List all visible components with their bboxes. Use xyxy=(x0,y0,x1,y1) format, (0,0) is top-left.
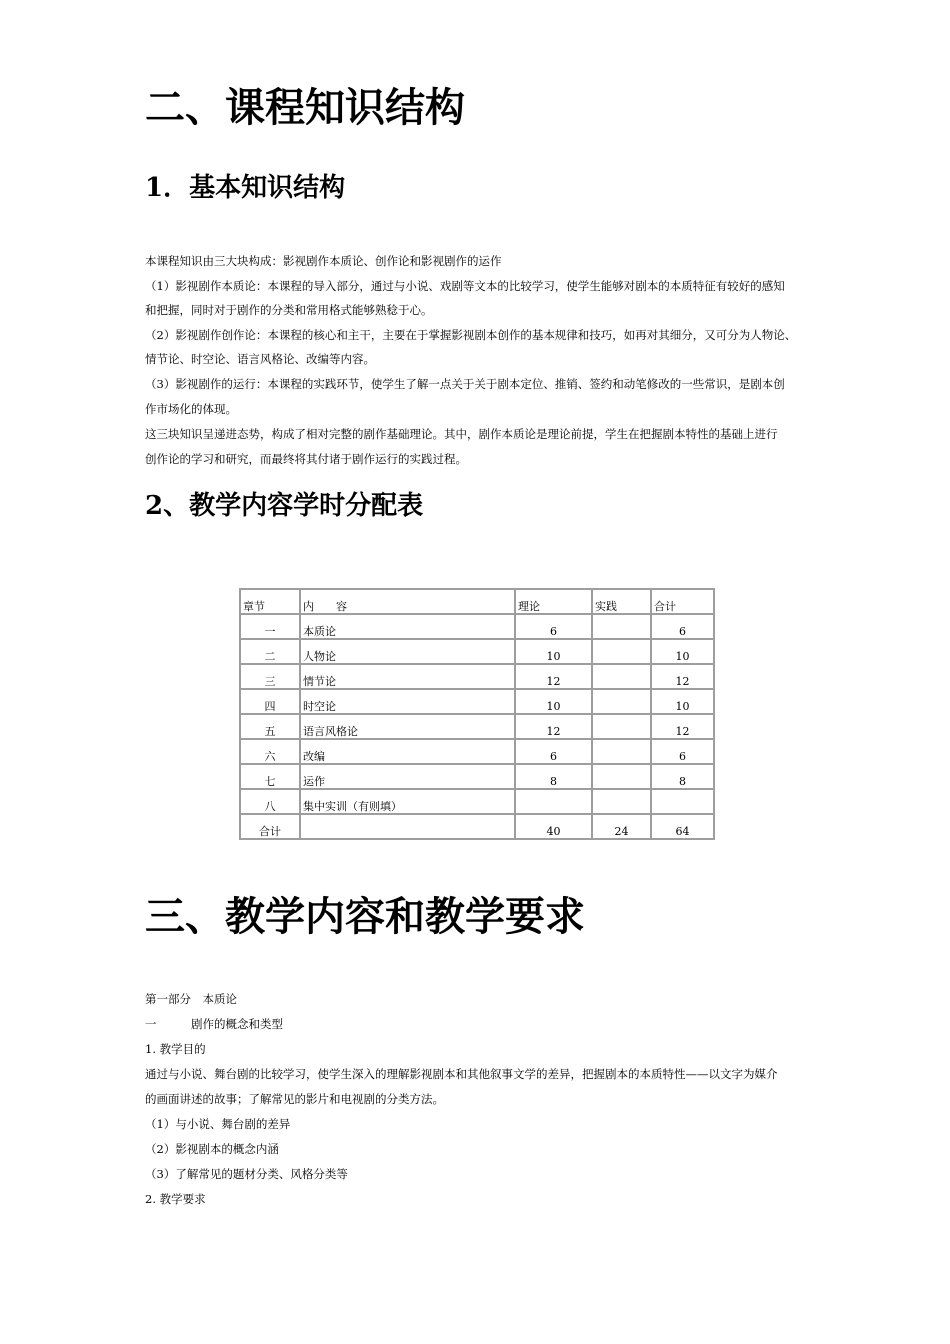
paragraph-line: 通过与小说、舞台剧的比较学习，使学生深入的理解影视剧本和其他叙事文学的差异，把握剧本的本质特性——以文字为媒介 xyxy=(145,1067,778,1081)
part-heading: 第一部分 本质论 xyxy=(145,992,237,1006)
cell-theory: 6 xyxy=(515,614,592,639)
cell-chapter: 一 xyxy=(240,614,300,639)
table-row xyxy=(240,789,714,814)
paragraph-line: （1）影视剧作本质论：本课程的导入部分，通过与小说、戏剧等文本的比较学习，使学生能够对剧本的本质特征有较好的感知 xyxy=(145,279,785,293)
header-practice: 实践 xyxy=(592,589,651,614)
cell-practice xyxy=(592,639,651,664)
cell-total: 10 xyxy=(651,689,714,714)
cell-theory: 6 xyxy=(515,739,592,764)
chapter-heading: 一 剧作的概念和类型 xyxy=(145,1017,283,1031)
cell-theory: 12 xyxy=(515,664,592,689)
cell-chapter: 二 xyxy=(240,639,300,664)
paragraph-line: 创作论的学习和研究，而最终将其付诸于剧作运行的实践过程。 xyxy=(145,452,467,466)
table-row xyxy=(240,764,714,789)
table-row xyxy=(240,739,714,764)
cell-theory: 10 xyxy=(515,639,592,664)
cell-total xyxy=(651,789,714,814)
cell-total: 64 xyxy=(651,814,714,839)
table-row xyxy=(240,614,714,639)
paragraph-line: （2）影视剧作创作论：本课程的核心和主干，主要在于掌握影视剧本创作的基本规律和技巧，如再对其细分，又可分为人物论、 xyxy=(145,328,797,342)
cell-theory: 12 xyxy=(515,714,592,739)
section-title-course-structure: 二、课程知识结构 xyxy=(145,84,465,131)
list-item: （1）与小说、舞台剧的差异 xyxy=(145,1117,291,1131)
cell-theory: 8 xyxy=(515,764,592,789)
cell-practice xyxy=(592,689,651,714)
item-heading: 2. 教学要求 xyxy=(145,1192,206,1206)
cell-total: 6 xyxy=(651,614,714,639)
cell-practice xyxy=(592,664,651,689)
cell-chapter: 三 xyxy=(240,664,300,689)
section-title-teaching-content: 三、教学内容和教学要求 xyxy=(145,893,585,940)
item-heading: 1. 教学目的 xyxy=(145,1042,206,1056)
cell-chapter: 七 xyxy=(240,764,300,789)
cell-theory: 10 xyxy=(515,689,592,714)
cell-content xyxy=(300,814,515,839)
cell-theory xyxy=(515,789,592,814)
cell-theory: 40 xyxy=(515,814,592,839)
cell-chapter: 四 xyxy=(240,689,300,714)
subsection-title-hours-table: 2、教学内容学时分配表 xyxy=(145,491,424,521)
table-row xyxy=(240,639,714,664)
cell-chapter: 合计 xyxy=(240,814,300,839)
hours-allocation-table xyxy=(239,588,715,840)
table-total-row xyxy=(240,814,714,839)
paragraph-line: （3）影视剧作的运行：本课程的实践环节，使学生了解一点关于关于剧本定位、推销、签约和动笔修改的一些常识，是剧本创 xyxy=(145,377,785,391)
header-total: 合计 xyxy=(651,589,714,614)
cell-chapter: 五 xyxy=(240,714,300,739)
cell-practice xyxy=(592,714,651,739)
header-chapter: 章节 xyxy=(240,589,300,614)
cell-content: 本质论 xyxy=(300,614,515,639)
cell-content: 集中实训（有则填） xyxy=(300,789,515,814)
cell-practice xyxy=(592,789,651,814)
list-item: （2）影视剧本的概念内涵 xyxy=(145,1142,279,1156)
cell-practice xyxy=(592,614,651,639)
table-row xyxy=(240,714,714,739)
cell-content: 语言风格论 xyxy=(300,714,515,739)
paragraph-line: 情节论、时空论、语言风格论、改编等内容。 xyxy=(145,352,375,366)
table-row xyxy=(240,664,714,689)
cell-content: 人物论 xyxy=(300,639,515,664)
cell-practice xyxy=(592,739,651,764)
paragraph-line: 这三块知识呈递进态势，构成了相对完整的剧作基础理论。其中，剧作本质论是理论前提，学生在把握剧本特性的基础上进行 xyxy=(145,427,778,441)
cell-content: 情节论 xyxy=(300,664,515,689)
cell-chapter: 八 xyxy=(240,789,300,814)
subsection-title-basic-structure: 1．基本知识结构 xyxy=(145,173,346,203)
cell-content: 改编 xyxy=(300,739,515,764)
cell-chapter: 六 xyxy=(240,739,300,764)
paragraph-line: 作市场化的体现。 xyxy=(145,402,237,416)
cell-practice: 24 xyxy=(592,814,651,839)
cell-total: 6 xyxy=(651,739,714,764)
list-item: （3）了解常见的题材分类、风格分类等 xyxy=(145,1167,348,1181)
paragraph-line: 和把握，同时对于剧作的分类和常用格式能够熟稔于心。 xyxy=(145,303,433,317)
cell-content: 时空论 xyxy=(300,689,515,714)
cell-total: 8 xyxy=(651,764,714,789)
cell-total: 10 xyxy=(651,639,714,664)
header-content: 内 容 xyxy=(300,589,515,614)
cell-total: 12 xyxy=(651,664,714,689)
table-row xyxy=(240,689,714,714)
cell-practice xyxy=(592,764,651,789)
table-header-row xyxy=(240,589,714,614)
cell-total: 12 xyxy=(651,714,714,739)
paragraph-line: 本课程知识由三大块构成：影视剧作本质论、创作论和影视剧作的运作 xyxy=(145,254,502,268)
cell-content: 运作 xyxy=(300,764,515,789)
paragraph-line: 的画面讲述的故事；了解常见的影片和电视剧的分类方法。 xyxy=(145,1092,444,1106)
header-theory: 理论 xyxy=(515,589,592,614)
